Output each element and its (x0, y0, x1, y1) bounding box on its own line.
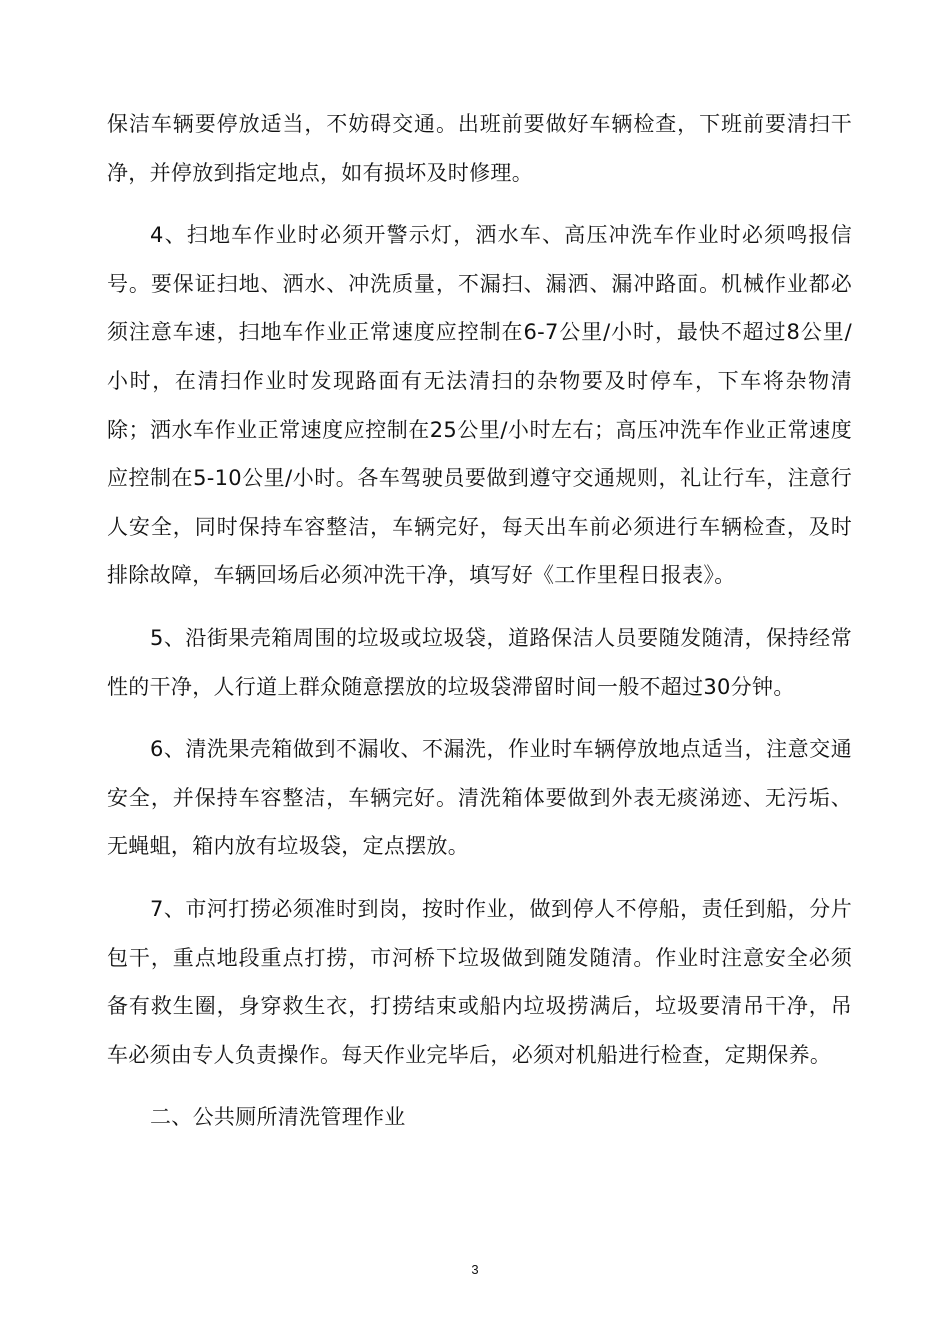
paragraph-item-4-sweeper-operation: 4、扫地车作业时必须开警示灯，洒水车、高压冲洗车作业时必须鸣报信号。要保证扫地、洒水、冲洗质量，不漏扫、漏洒、漏冲路面。机械作业都必须注意车速，扫地车作业正常速度应控制在6-7公里/小时，最快不超过8公里/小时，在清扫作业时发现路面有无法清扫的杂物要及时停车，下车将杂物清除；洒水车作业正常速度应控制在25公里/小时左右；高压冲洗车作业正常速度应控制在5-10公里/小时。各车驾驶员要做到遵守交通规则，礼让行车，注意行人安全，同时保持车容整洁，车辆完好，每天出车前必须进行车辆检查，及时排除故障，车辆回场后必须冲洗干净，填写好《工作里程日报表》。 (107, 223, 852, 588)
document-body (107, 100, 852, 1142)
section-heading-public-toilets: 二、公共厕所清洗管理作业 (150, 1105, 406, 1130)
paragraph-item-6-bin-cleaning: 6、清洗果壳箱做到不漏收、不漏洗，作业时车辆停放地点适当，注意交通安全，并保持车容整洁，车辆完好。清洗箱体要做到外表无痰涕迹、无污垢、无蝇蛆，箱内放有垃圾袋，定点摆放。 (107, 737, 852, 859)
paragraph-item-5-litter-bins: 5、沿街果壳箱周围的垃圾或垃圾袋，道路保洁人员要随发随清，保持经常性的干净，人行道上群众随意摆放的垃圾袋滞留时间一般不超过30分钟。 (107, 625, 852, 699)
paragraph-item-7-river-salvage: 7、市河打捞必须准时到岗，按时作业，做到停人不停船，责任到船，分片包干，重点地段重点打捞，市河桥下垃圾做到随发随清。作业时注意安全必须备有救生圈，身穿救生衣，打捞结束或船内垃圾捞满后，垃圾要清吊干净，吊车必须由专人负责操作。每天作业完毕后，必须对机船进行检查，定期保养。 (107, 896, 852, 1067)
page-number: 3 (471, 1262, 479, 1277)
paragraph-vehicle-parking: 保洁车辆要停放适当，不妨碍交通。出班前要做好车辆检查，下班前要清扫干净，并停放到指定地点，如有损坏及时修理。 (107, 112, 852, 185)
